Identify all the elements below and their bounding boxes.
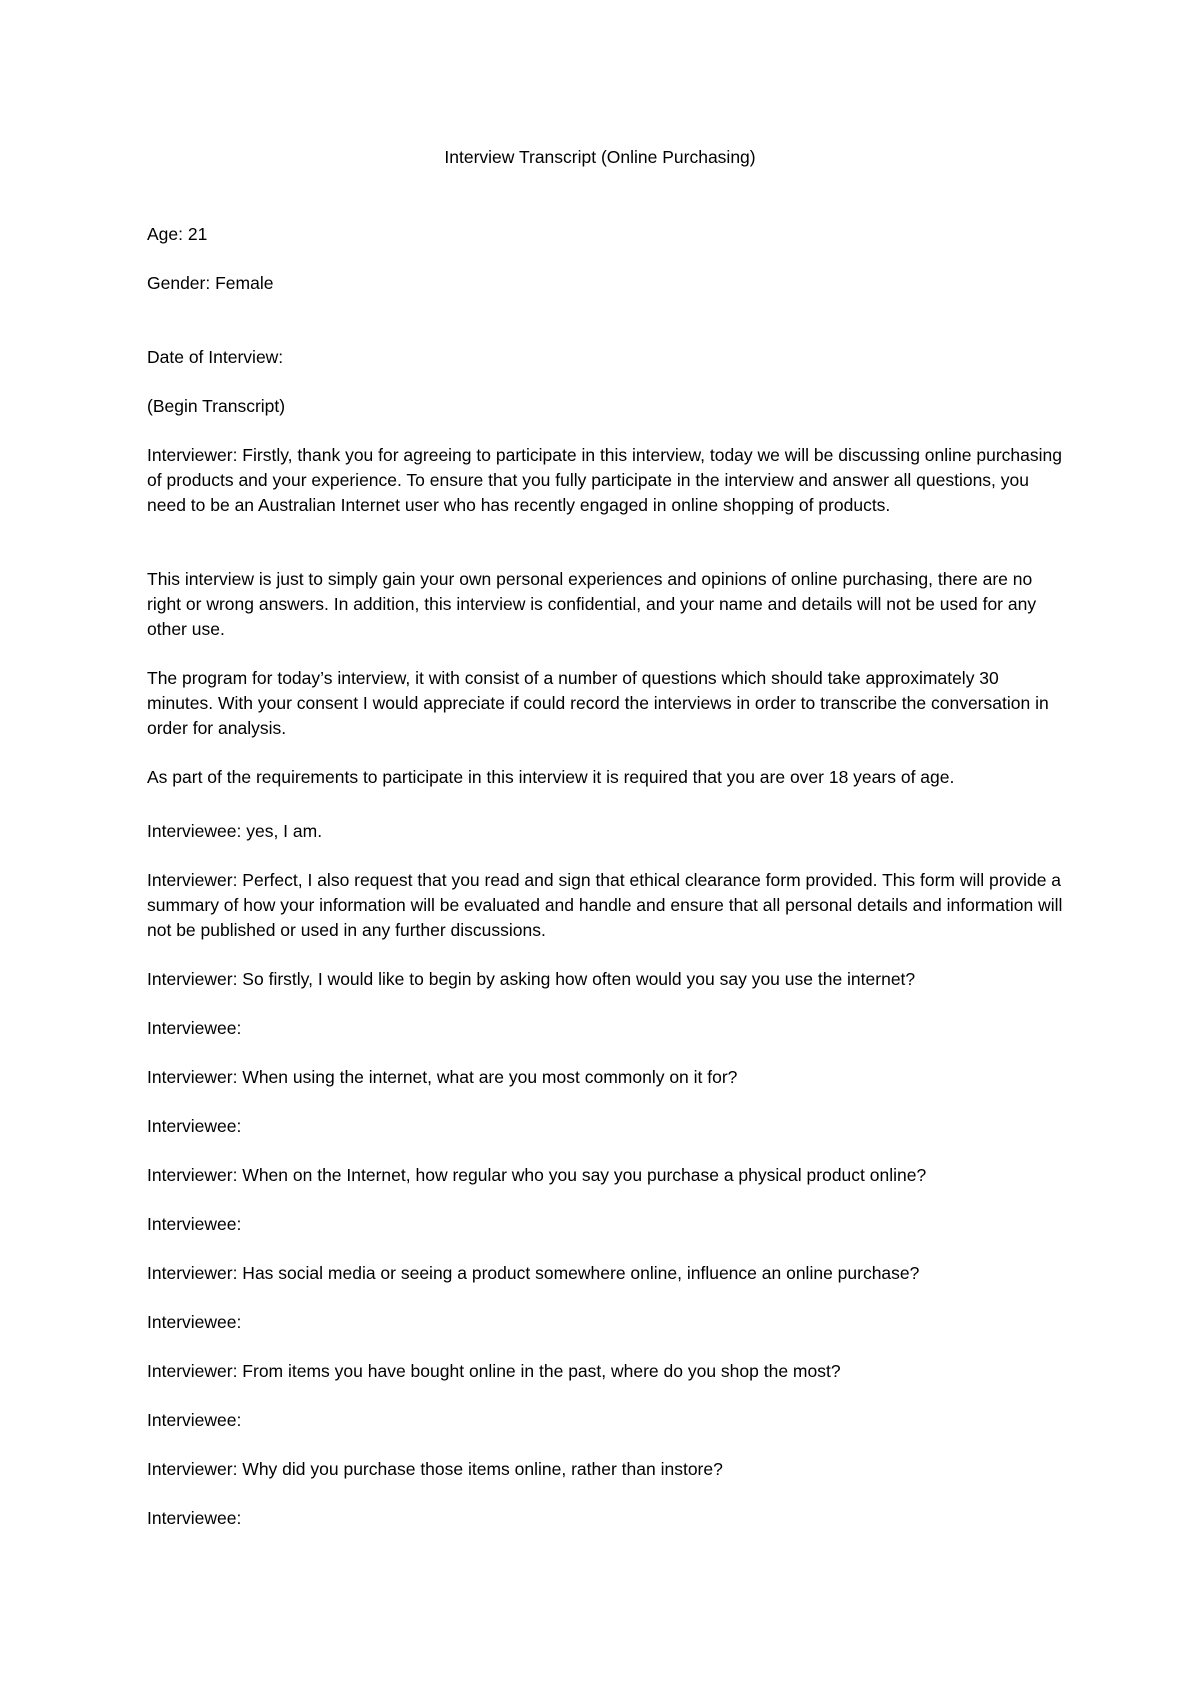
paragraph-ethics: Interviewer: Perfect, I also request that you read and sign that ethical clearance form provided. This form will provide a summary of how your information will be evaluated and handle and ensure that all personal details and information will not be published or used in any further discussions. (147, 870, 1063, 940)
question-4: Interviewer: Has social media or seeing a product somewhere online, influence an online purchase? (147, 1263, 920, 1283)
question-5: Interviewer: From items you have bought online in the past, where do you shop the most? (147, 1361, 841, 1381)
answer-4: Interviewee: (147, 1312, 242, 1332)
gender-line: Gender: Female (147, 273, 274, 293)
answer-1: Interviewee: (147, 1018, 242, 1038)
document-title: Interview Transcript (Online Purchasing) (444, 147, 756, 167)
answer-5: Interviewee: (147, 1410, 242, 1430)
answer-6: Interviewee: (147, 1508, 242, 1528)
age-line: Age: 21 (147, 224, 208, 244)
date-of-interview-line: Date of Interview: (147, 347, 284, 367)
paragraph-purpose: This interview is just to simply gain your own personal experiences and opinions of online purchasing, there are no right or wrong answers. In addition, this interview is confidential, and your name and details will not be used for any other use. (147, 569, 1037, 639)
answer-2: Interviewee: (147, 1116, 242, 1136)
paragraph-program: The program for today’s interview, it with consist of a number of questions which should take approximately 30 minutes. With your consent I would appreciate if could record the interviews in order to transcribe the conversation in order for analysis. (147, 668, 1049, 738)
paragraph-intro: Interviewer: Firstly, thank you for agreeing to participate in this interview, today we will be discussing online purchasing of products and your experience. To ensure that you fully participate in the interview and answer all questions, you need to be an Australian Internet user who has recently engaged in online shopping of products. (147, 445, 1062, 515)
question-3: Interviewer: When on the Internet, how regular who you say you purchase a physical product online? (147, 1165, 927, 1185)
answer-3: Interviewee: (147, 1214, 242, 1234)
begin-transcript-line: (Begin Transcript) (147, 396, 286, 416)
question-1: Interviewer: So firstly, I would like to begin by asking how often would you say you use the internet? (147, 969, 916, 989)
question-2: Interviewer: When using the internet, what are you most commonly on it for? (147, 1067, 738, 1087)
paragraph-age-requirement: As part of the requirements to participate in this interview it is required that you are over 18 years of age. (147, 767, 955, 787)
question-6: Interviewer: Why did you purchase those items online, rather than instore? (147, 1459, 723, 1479)
interviewee-answer: Interviewee: yes, I am. (147, 821, 323, 841)
